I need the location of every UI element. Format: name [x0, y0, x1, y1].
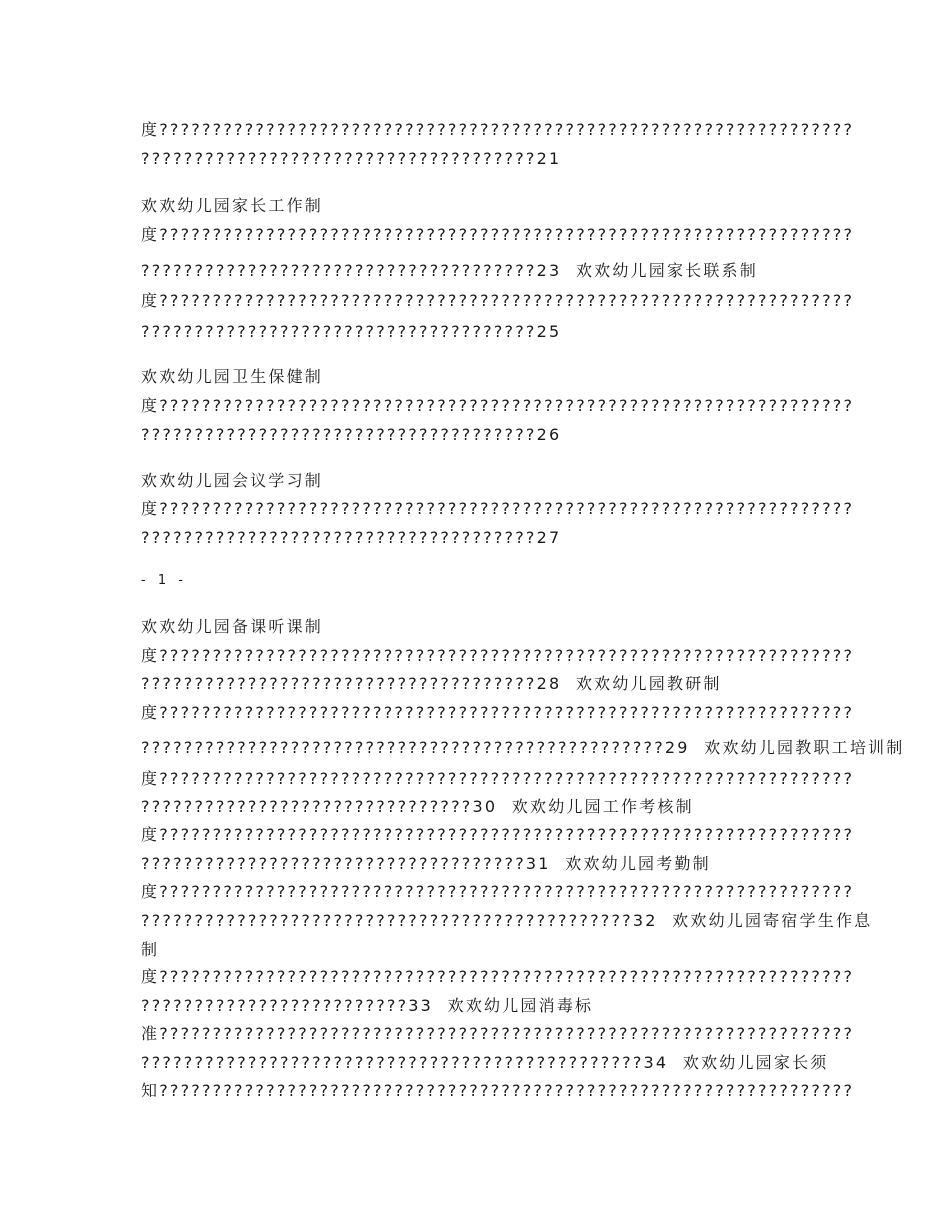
toc-line: 度?????????????????????????????????????????????????????????????????: [141, 291, 855, 310]
toc-line: ?????????????????????????????????????21: [141, 149, 562, 168]
toc-line: 度?????????????????????????????????????????????????????????????????: [141, 769, 855, 788]
toc-line: ???????????????????????????????????????????????34 欢欢幼儿园家长须: [141, 1053, 829, 1072]
toc-line: ?????????????????????????????????????23 欢欢幼儿园家长联系制: [141, 261, 758, 280]
toc-line: 度?????????????????????????????????????????????????????????????????: [141, 120, 855, 139]
toc-line: 度?????????????????????????????????????????????????????????????????: [141, 499, 855, 518]
toc-line: 度?????????????????????????????????????????????????????????????????: [141, 646, 855, 665]
toc-line: 度?????????????????????????????????????????????????????????????????: [141, 703, 855, 722]
toc-line: ?????????????????????????????????????????????????29 欢欢幼儿园教职工培训制: [141, 738, 905, 757]
toc-line: 知?????????????????????????????????????????????????????????????????: [141, 1081, 855, 1100]
toc-line: 度?????????????????????????????????????????????????????????????????: [141, 825, 855, 844]
toc-line: ????????????????????????????????????31 欢欢幼儿园考勤制: [141, 854, 711, 873]
toc-line: ?????????????????????????33 欢欢幼儿园消毒标: [141, 996, 594, 1015]
page-number: - 1 -: [141, 573, 187, 588]
toc-line: ?????????????????????????????????????25: [141, 322, 562, 341]
toc-line: 度?????????????????????????????????????????????????????????????????: [141, 967, 855, 986]
toc-entry-title: 欢欢幼儿园卫生保健制: [141, 367, 324, 386]
toc-line: ??????????????????????????????????????????????32 欢欢幼儿园寄宿学生作息: [141, 911, 873, 930]
toc-entry-title: 欢欢幼儿园家长工作制: [141, 196, 324, 215]
toc-entry-title: 欢欢幼儿园备课听课制: [141, 617, 324, 636]
toc-line: ?????????????????????????????????????26: [141, 425, 562, 444]
toc-line: 度?????????????????????????????????????????????????????????????????: [141, 882, 855, 901]
toc-line: ???????????????????????????????30 欢欢幼儿园工作考核制: [141, 797, 694, 816]
toc-line: 制: [141, 940, 160, 959]
toc-line: ?????????????????????????????????????27: [141, 528, 562, 547]
toc-line: 准?????????????????????????????????????????????????????????????????: [141, 1024, 855, 1043]
toc-line: 度?????????????????????????????????????????????????????????????????: [141, 396, 855, 415]
toc-entry-title: 欢欢幼儿园会议学习制: [141, 471, 324, 490]
toc-line: 度?????????????????????????????????????????????????????????????????: [141, 225, 855, 244]
toc-line: ?????????????????????????????????????28 欢欢幼儿园教研制: [141, 674, 722, 693]
